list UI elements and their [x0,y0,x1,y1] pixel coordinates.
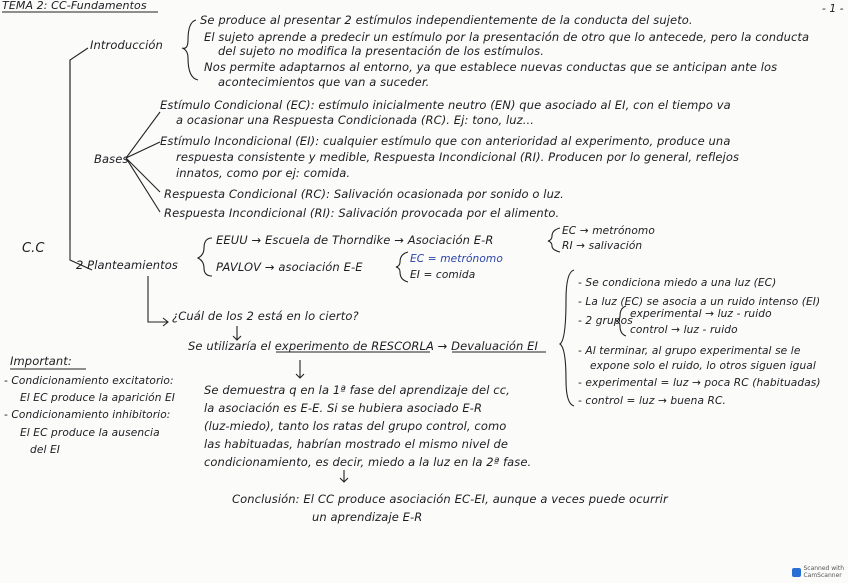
result-line: (luz-miedo), tanto los ratas del grupo control, como [204,419,507,433]
eeuu-ec: EC → metrónomo [562,225,655,237]
eeuu-ri: RI → salivación [562,240,643,252]
pavlov-ei: EI = comida [410,269,476,281]
planteamientos-label: 2 Planteamientos [76,258,178,272]
camscanner-logo-icon [792,568,801,577]
intro-label: Introducción [90,38,163,52]
intro-line: Nos permite adaptarnos al entorno, ya que establece nuevas conductas que se anticipan ante los [204,60,778,74]
conclusion-line: un aprendizaje E-R [312,510,423,524]
important-line: - Condicionamiento excitatorio: [4,375,174,387]
result-line: las habituadas, habrían mostrado el mismo nivel de [204,437,509,451]
bases-ei-line: respuesta consistente y medible, Respuesta Incondicional (RI). Producen por lo general, reflejos [176,150,740,164]
experiment-line: Se utilizaría el experimento de RESCORLA → Devaluación EI [188,339,539,353]
experiment-step: control → luz - ruido [630,324,738,336]
intro-line: acontecimientos que van a suceder. [218,75,430,89]
root-label: C.C [22,241,45,256]
pavlov-ec: EC = metrónomo [410,253,503,265]
important-title: Important: [10,354,72,368]
bases-ei-line: Estímulo Incondicional (EI): cualquier estímulo que con anterioridad al experimento, produce una [160,134,731,148]
intro-line: del sujeto no modifica la presentación de los estímulos. [218,44,545,58]
experiment-step: expone solo el ruido, lo otros siguen igual [590,360,816,372]
bases-ec-line: Estímulo Condicional (EC): estímulo inicialmente neutro (EN) que asociado al EI, con el tiempo va [160,98,731,112]
result-line: Se demuestra q en la 1ª fase del aprendizaje del cc, [204,383,510,397]
bases-label: Bases [94,152,129,166]
conclusion-line: Conclusión: El CC produce asociación EC-EI, aunque a veces puede ocurrir [232,492,668,506]
pavlov-line: PAVLOV → asociación E-E [216,260,363,274]
experiment-step: - experimental = luz → poca RC (habituadas) [578,377,821,389]
bases-rc-line: Respuesta Condicional (RC): Salivación ocasionada por sonido o luz. [164,187,564,201]
important-line: El EC produce la aparición EI [20,392,176,404]
page-title: TEMA 2: CC-Fundamentos [2,0,147,12]
question-text: ¿Cuál de los 2 está en lo cierto? [172,309,359,323]
important-line: del EI [30,444,60,456]
intro-line: El sujeto aprende a predecir un estímulo por la presentación de otro que lo antecede, pero la conducta [204,30,810,44]
page-number: - 1 - [822,3,844,15]
bases-ri-line: Respuesta Incondicional (RI): Salivación provocada por el alimento. [164,206,560,220]
result-line: la asociación es E-E. Si se hubiera asociado E-R [204,401,483,415]
bases-ec-line: a ocasionar una Respuesta Condicionada (RC). Ej: tono, luz... [176,113,535,127]
experiment-step: - Al terminar, al grupo experimental se le [578,345,801,357]
intro-line: Se produce al presentar 2 estímulos independientemente de la conducta del sujeto. [200,13,693,27]
badge-line: Scanned with [803,565,844,572]
bases-ei-line: innatos, como por ej: comida. [176,166,351,180]
important-line: - Condicionamiento inhibitorio: [4,409,171,421]
important-line: El EC produce la ausencia [20,427,160,439]
experiment-step: - 2 grupos [578,315,633,327]
eeuu-line: EEUU → Escuela de Thorndike → Asociación E-R [216,233,494,247]
result-line: condicionamiento, es decir, miedo a la luz en la 2ª fase. [204,455,532,469]
experiment-step: - La luz (EC) se asocia a un ruido intenso (EI) [578,296,821,308]
experiment-step: - Se condiciona miedo a una luz (EC) [578,277,777,289]
badge-line: CamScanner [803,572,842,579]
experiment-step: experimental → luz - ruido [630,308,772,320]
scanner-badge [792,565,844,579]
experiment-step: - control = luz → buena RC. [578,395,726,407]
